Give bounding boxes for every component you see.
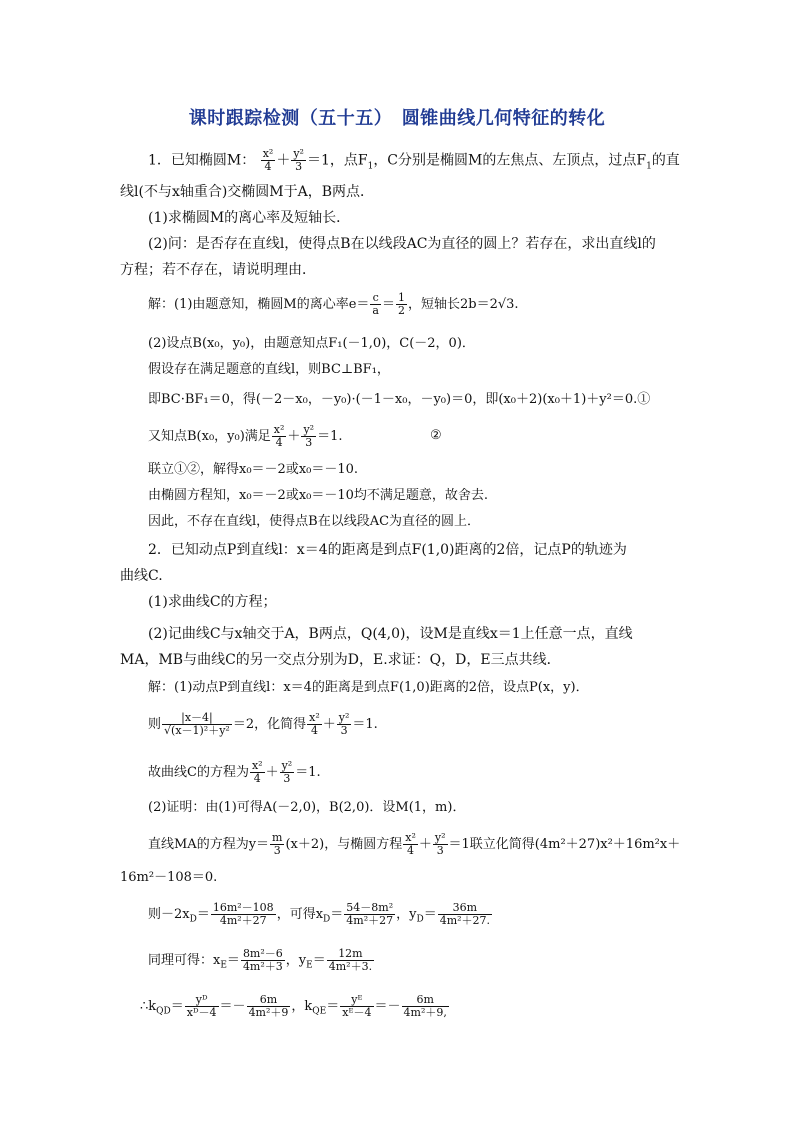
fraction: $\frac{\text{yᴱ}}{\text{xᴱ－4}}$ [342,993,372,1019]
text: ＝2，化简得 [232,717,307,732]
p1-solution1 [148,292,519,317]
text: 1．已知椭圆M： [148,152,256,169]
page-title: 课时跟踪检测（五十五） 圆锥曲线几何特征的转化 [188,108,606,129]
text: ＝1，点F [306,152,368,169]
fraction: $\frac{12m}{\text{4m²＋3.}}$ [328,947,373,973]
fraction: $\frac{c}{a}$ [372,291,379,317]
fraction: $\frac{\text{54－8m²}}{\text{4m²＋27}}$ [346,901,394,927]
subscript: D [323,914,331,925]
text: ＝1. [295,765,321,780]
p1-question2b: 方程；若不存在，请说明理由． [120,262,316,278]
p2-line2: 曲线C. [120,568,163,584]
fraction: $\frac{\text{y²}}{3}$ [293,147,304,173]
text: ＝ [423,907,437,922]
fraction: $\frac{\text{y²}}{3}$ [434,831,446,857]
p1-solution3: 假设存在满足题意的直线l，则BC⊥BF₁， [148,362,390,377]
fraction: $\frac{m}{3}$ [272,831,283,857]
p1-solution8: 因此，不存在直线l，使得点B在以线段AC为直径的圆上． [148,514,481,529]
text: 直线MA的方程为y＝ [148,837,270,852]
text: ＝ [330,907,344,922]
text: ＝1. [317,429,343,444]
subscript: QD [156,1006,171,1017]
p2-solution2: 则 $\frac{|x-4|}{\text{√(x－1)²＋y²}}$ ＝2，化简得 $\frac{\text{x²}}{4}$ ＋ $\frac{\text{y²}}{3}$ ＝1. [148,711,378,737]
fraction: $\frac{\text{x²}}{4}$ [262,147,274,173]
p2-question1: (1)求曲线C的方程； [148,594,277,610]
p1-question1: (1)求椭圆M的离心率及短轴长． [148,210,351,226]
p1-line1: 1．已知椭圆M： $\frac{\text{x²}}{4}$ ＋ $\frac{\text{y²}}{3}$ ＝1，点$F_1$，C分别是椭圆M的左焦点、左顶点，过点$F_1$的直 [148,147,680,173]
p2-solution4: (2)证明：由(1)可得A(－2,0)，B(2,0)．设M(1，m)． [148,800,466,815]
text: ＝ [196,907,210,922]
text: ＝1. [352,717,378,732]
text: ，y [396,907,417,922]
text: 解：(1)由题意知，椭圆M的离心率e＝ [148,297,370,312]
fraction: $\frac{\text{x²}}{4}$ [251,759,263,785]
text: ∴k [140,999,157,1014]
p1-solution5: 又知点B(x₀，y₀)满足 $\frac{\text{x²}}{4}$ ＋ $\frac{\text{y²}}{3}$ ＝1. [148,423,343,449]
text: ＝－ [219,999,246,1014]
p2-solution9 [140,994,450,1022]
text: ＝ [326,999,340,1014]
fraction: $\frac{|x-4|}{\text{√(x－1)²＋y²}}$ [164,711,230,737]
fraction: $\frac{6m}{\text{4m²＋9}}$ [248,993,289,1019]
subscript: D [416,914,424,925]
fraction: $\frac{\text{y²}}{3}$ [303,423,315,449]
text: ，k [291,999,313,1014]
p2-solution6: 16m²－108＝0. [120,870,218,885]
subscript: QE [312,1006,327,1017]
p1-solution6: 联立①②，解得x₀＝－2或x₀＝－10. [148,462,359,477]
subscript: 1 [367,161,374,172]
p2-solution7 [148,902,493,930]
text: ，C分别是椭圆M的左焦点、左顶点，过点F [373,152,647,169]
fraction: $\frac{1}{2}$ [398,291,405,317]
text: ＝ [170,999,184,1014]
p2-solution5: 直线MA的方程为y＝ $\frac{m}{3}$ (x＋2)，与椭圆方程 $\frac{\text{x²}}{4}$ ＋ $\frac{\text{y²}}{3}$ ＝1联立化简得(4m²＋27)x²＋16m²x＋ [148,831,681,857]
fraction: $\frac{\text{x²}}{4}$ [273,423,285,449]
p1-solution2: (2)设点B(x₀，y₀)，由题意知点F₁(－1,0)，C(－2，0)． [148,336,475,351]
fraction: $\frac{36m}{\text{4m²＋27.}}$ [439,901,491,927]
p2-line1: 2．已知动点P到直线l：x＝4的距离是到点F(1,0)距离的2倍，记点P的轨迹为 [148,542,627,558]
text: (x＋2)，与椭圆方程 [285,837,403,852]
p1-solution4: 即BC·BF₁＝0，得(－2－x₀，－y₀)·(－1－x₀，－y₀)＝0，即(x₀＋2)(x₀＋1)＋y²＝0.① [148,392,651,407]
p2-solution3: 故曲线C的方程为 $\frac{\text{x²}}{4}$ ＋ $\frac{\text{y²}}{3}$ ＝1. [148,759,321,785]
subscript: 1 [646,161,652,172]
p2-solution1: 解：(1)动点P到直线l：x＝4的距离是到点F(1,0)距离的2倍，设点P(x，y)． [148,680,589,695]
subscript: E [306,960,313,971]
text: 则 [148,717,162,732]
text: ＝1联立化简得(4m²＋27)x²＋16m²x＋ [448,837,681,852]
fraction: $\frac{\text{y²}}{3}$ [338,711,350,737]
text: 则－2x [148,907,190,922]
fraction: $\frac{\text{16m²－108}}{\text{4m²＋27}}$ [212,901,274,927]
text: 的直 [651,152,680,169]
fraction: $\frac{\text{x²}}{4}$ [309,711,320,737]
text: ＝ [226,953,240,968]
text: 故曲线C的方程为 [148,765,249,780]
fraction: $\frac{\text{x²}}{4}$ [405,831,416,857]
p1-question2a: (2)问：是否存在直线l，使得点B在以线段AC为直径的圆上？若存在，求出直线l的 [148,236,656,252]
text: ，短轴长2b＝2√3. [408,297,519,312]
equation-marker-2: ② [430,428,442,443]
text: ＝－ [374,999,401,1014]
subscript: D [189,914,197,925]
text: ，y [285,953,307,968]
fraction: $\frac{6m}{\text{4m²＋9,}}$ [403,993,447,1019]
text: 又知点B(x₀，y₀)满足 [148,429,271,444]
text: 同理可得：x [148,953,221,968]
fraction: $\frac{\text{8m²－6}}{\text{4m²＋3}}$ [242,947,283,973]
p1-line2: 线l(不与x轴重合)交椭圆M于A，B两点． [120,184,375,200]
text: ＝ [381,297,395,312]
fraction: $\frac{\text{yᴰ}}{\text{xᴰ－4}}$ [186,993,217,1019]
p2-question2b: MA，MB与曲线C的另一交点分别为D，E.求证：Q，D，E三点共线． [120,652,561,668]
subscript: E [220,960,227,971]
fraction: $\frac{\text{y²}}{3}$ [281,759,293,785]
p1-solution7: 由椭圆方程知，x₀＝－2或x₀＝－10均不满足题意，故舍去. [148,488,489,503]
text: ，可得x [276,907,324,922]
p2-solution8 [148,948,375,976]
p2-question2a: (2)记曲线C与x轴交于A，B两点，Q(4,0)，设M是直线x＝1上任意一点，直线 [148,626,633,642]
text: ＝ [312,953,326,968]
